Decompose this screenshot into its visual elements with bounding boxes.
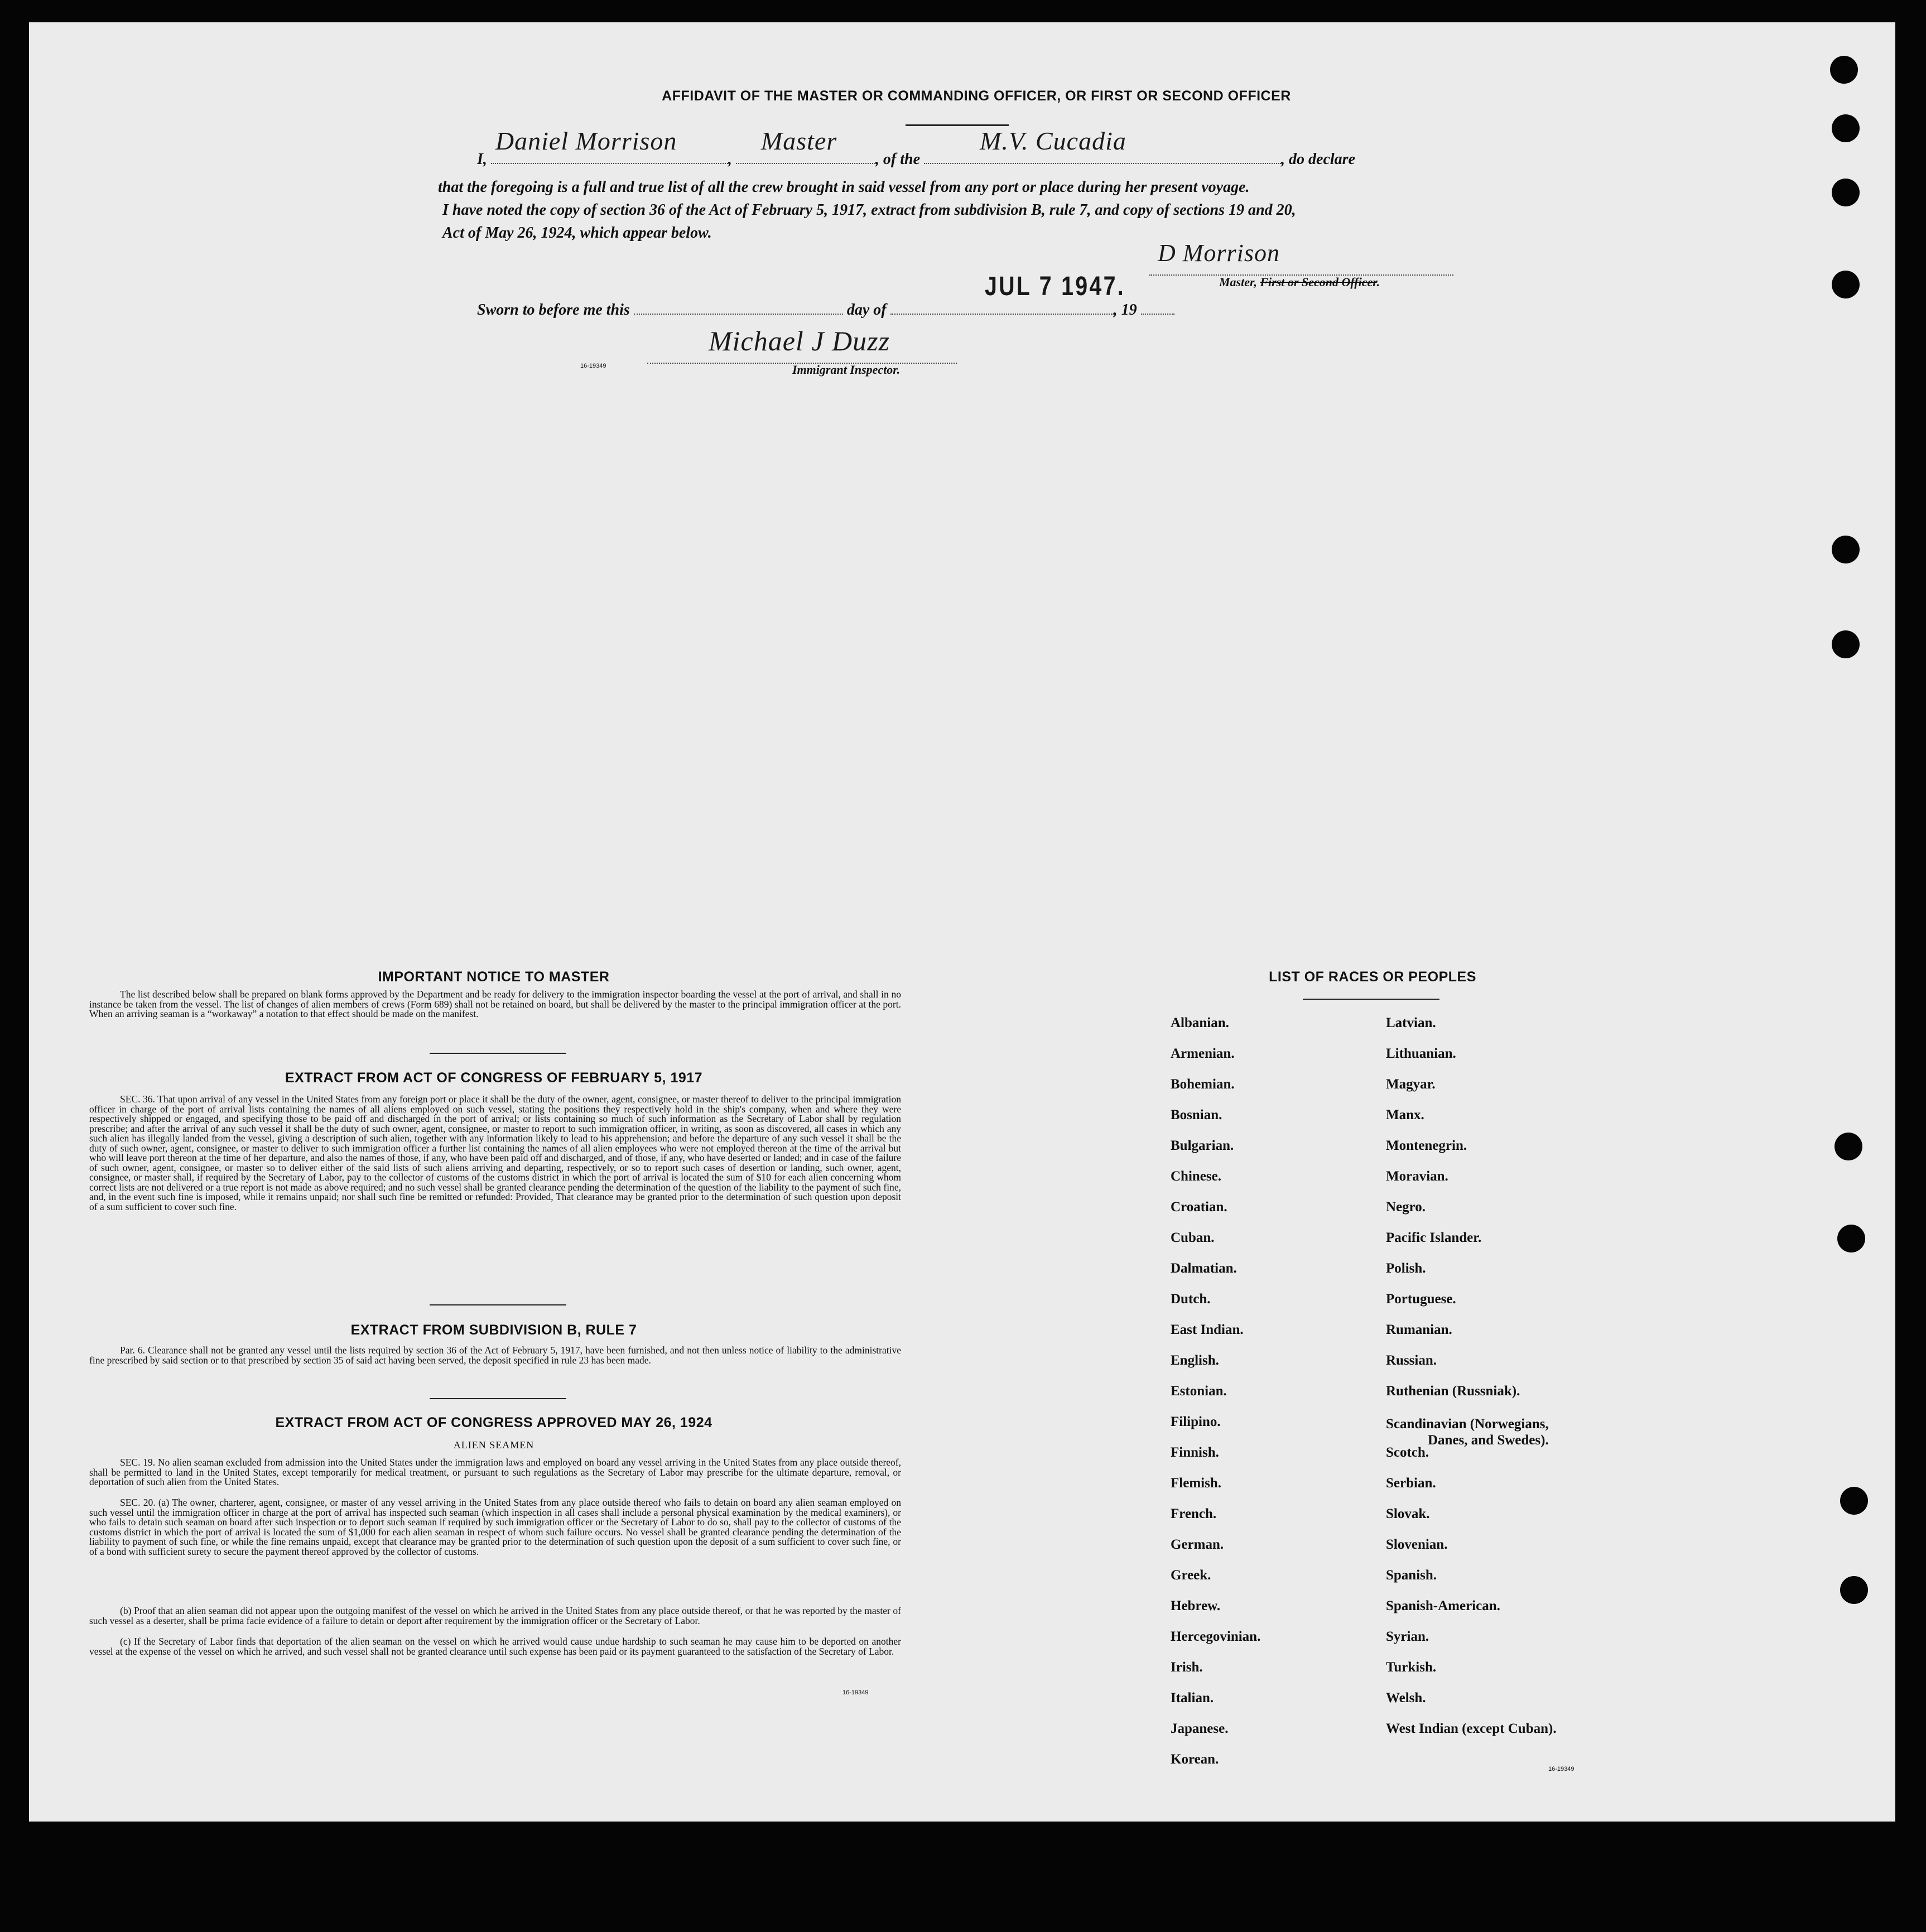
punch-hole	[1837, 1225, 1865, 1252]
race-item: Albanian.	[1171, 1015, 1229, 1030]
extract-1924-title: EXTRACT FROM ACT OF CONGRESS APPROVED MAY 26, 1924	[275, 1415, 712, 1430]
handwritten-rank: Master	[760, 127, 837, 155]
race-item: Bosnian.	[1171, 1107, 1222, 1122]
race-item: Flemish.	[1171, 1476, 1221, 1491]
sec20c-text: (c) If the Secretary of Labor finds that deportation of the alien seaman on the vessel on which he arrived would cause undue hardship to such seaman he may cause him to be deported on another vessel at the expense of the vessel on which he arrived, and such vessel shall not be granted clearance until such expense has been paid or its payment guaranteed to the satisfaction of the Secretary of Labor.	[89, 1636, 901, 1657]
race-item: French.	[1171, 1506, 1217, 1521]
affidavit-line-2: that the foregoing is a full and true list of all the crew brought in said vessel from any port or place during her present voyage.	[438, 179, 1250, 196]
race-item: German.	[1171, 1537, 1224, 1552]
divider	[1303, 999, 1439, 1000]
race-item: Manx.	[1386, 1107, 1424, 1122]
race-item: Serbian.	[1386, 1476, 1436, 1491]
affidavit-line-3: I have noted the copy of section 36 of the Act of February 5, 1917, extract from subdivision B, rule 7, and copy of sections 19 and 20,	[442, 201, 1296, 219]
race-item: Dutch.	[1171, 1292, 1211, 1307]
race-item: Spanish-American.	[1386, 1598, 1500, 1613]
punch-hole	[1834, 1133, 1862, 1160]
race-item: Dalmatian.	[1171, 1261, 1237, 1276]
vessel-field	[924, 127, 1281, 164]
sec20b-text: (b) Proof that an alien seaman did not appear upon the outgoing manifest of the vessel on which he arrived in the United States from any place outside thereof, or that he was reported by the master of such vessel as a deserter, shall be prima facie evidence of a failure to detain or deport after requirement by the immigration officer or the Secretary of Labor.	[89, 1605, 901, 1626]
race-item: Estonian.	[1171, 1384, 1227, 1399]
race-item: Hebrew.	[1171, 1598, 1221, 1613]
race-item: Lithuanian.	[1386, 1046, 1456, 1061]
race-item: English.	[1171, 1353, 1219, 1368]
notice-title: IMPORTANT NOTICE TO MASTER	[378, 969, 610, 985]
form-number-top: 16-19349	[580, 363, 606, 369]
race-item: Korean.	[1171, 1752, 1219, 1767]
race-item: Danes, and Swedes).	[1428, 1433, 1549, 1448]
divider	[430, 1053, 566, 1054]
name-field	[491, 127, 728, 164]
punch-hole	[1832, 271, 1860, 298]
declare-label: do declare	[1289, 151, 1355, 168]
sworn-prefix: Sworn to before me this	[477, 301, 630, 319]
inspector-signature: Michael J Duzz	[709, 325, 890, 356]
sec20a-text: SEC. 20. (a) The owner, charterer, agent, consignee, or master of any vessel arriving in the United States from any place outside thereof who fails to detain on board any alien seaman employed on such vessel until the immigration officer in charge at the port of arrival has inspected such seaman (which inspection in all cases shall include a personal physical examination by the medical examiners), or who fails to detain such seaman on board after such inspection or to deport such seaman if required by such immigration officer or the Secretary of Labor to do so, shall pay to the collector of customs of the customs district in which the port of arrival is located the sum of $1,000 for each alien seaman in respect of whom such failure occurs. No vessel shall be granted clearance pending the determination of the liability to payment of such fine, or while the fine remains unpaid, except that clearance may be granted prior to the determination of such question upon the deposit of a sum sufficient to cover such fine, or of a bond with sufficient surety to secure the payment thereof approved by the collector of customs.	[89, 1497, 901, 1557]
sworn-day-of: day of	[846, 301, 887, 319]
races-title: LIST OF RACES OR PEOPLES	[1269, 969, 1476, 985]
affidavit-prefix: I,	[477, 151, 487, 168]
handwritten-vessel: M.V. Cucadia	[980, 127, 1126, 155]
race-item: Montenegrin.	[1386, 1138, 1467, 1153]
race-item: Bohemian.	[1171, 1077, 1235, 1092]
punch-hole	[1830, 56, 1858, 84]
race-item: Croatian.	[1171, 1199, 1227, 1215]
race-item: Slovak.	[1386, 1506, 1430, 1521]
race-item: Negro.	[1386, 1199, 1426, 1215]
race-item: West Indian (except Cuban).	[1386, 1721, 1557, 1736]
race-item: Portuguese.	[1386, 1292, 1456, 1307]
race-item: Cuban.	[1171, 1230, 1215, 1245]
punch-hole	[1840, 1576, 1868, 1604]
punch-hole	[1832, 114, 1860, 142]
divider	[430, 1398, 566, 1399]
race-item: Syrian.	[1386, 1629, 1429, 1644]
race-item: Magyar.	[1386, 1077, 1436, 1092]
race-item: Turkish.	[1386, 1660, 1437, 1675]
extract-1917-text: SEC. 36. That upon arrival of any vessel in the United States from any foreign port or place it shall be the duty of the owner, agent, consignee, or master thereof to deliver to the principal immigration officer in charge of the port of arrival lists containing the names of all aliens employed on such vessel, stating the positions they respectively hold in the ship's company, when and where they were respectively shipped or engaged, and specifying those to be paid off and discharged in the port of arrival; or lists containing so much of such information as the Secretary of Labor shall by regulation prescribe; and after the arrival of any such vessel it shall be the duty of such owner, agent, consignee, or master to report to such immigration officer, in writing, as soon as discovered, all cases in which any such alien has illegally landed from the vessel, giving a description of such alien, together with any information likely to lead to his apprehension; and before the departure of any such vessel it shall be the duty of such owner, agent, consignee, or master to deliver to such immigration officer a further list containing the names of all alien employees who were not employed thereon at the time of the arrival but who will leave port thereon at the time of her departure, and also the names of those, if any, who have been paid off and discharged, and of those, if any, who have deserted or landed; and in case of the failure of such owner, agent, consignee, or master so to deliver either of the said lists of such aliens arriving and departing, respectively, or so to report such cases of desertion or landing, such owner, agent, consignee, or master shall, if required by the Secretary of Labor, pay to the collector of customs of the customs district in which the port of arrival is located the sum of $10 for each alien concerning whom correct lists are not delivered or a true report is not made as above required; and no such vessel shall be granted clearance pending the determination of the question of the liability to the payment of such fine, and, in the event such fine is imposed, while it remains unpaid; nor shall such fine be remitted or refunded: Provided, That clearance may be granted prior to the determination of such question upon deposit of a sum sufficient to cover such fine.	[89, 1093, 901, 1212]
form-number-right: 16-19349	[1548, 1766, 1574, 1772]
extract-1917-title: EXTRACT FROM ACT OF CONGRESS OF FEBRUARY 5, 1917	[285, 1070, 703, 1086]
race-item: Polish.	[1386, 1261, 1426, 1276]
race-item: Slovenian.	[1386, 1537, 1448, 1552]
race-item: Scotch.	[1386, 1445, 1429, 1460]
race-item: Greek.	[1171, 1568, 1211, 1583]
sworn-month-field	[890, 299, 1114, 315]
form-number-left: 16-19349	[842, 1689, 869, 1696]
date-stamp: JUL 7 1947.	[985, 272, 1125, 301]
race-item: Filipino.	[1171, 1414, 1221, 1429]
race-item: Ruthenian (Russniak).	[1386, 1384, 1520, 1399]
race-item: Irish.	[1171, 1660, 1203, 1675]
punch-hole	[1832, 536, 1860, 563]
affidavit-line-4: Act of May 26, 1924, which appear below.	[442, 224, 712, 242]
sworn-line	[477, 298, 1174, 321]
rule7-text: Par. 6. Clearance shall not be granted any vessel until the lists required by section 36 of the Act of February 5, 1917, have been furnished, and not then unless notice of liability to the administrative fine prescribed by said section or to that prescribed by section 35 of said act having been served, the deposit specified in rule 23 has been made.	[89, 1345, 901, 1366]
of-the-label: of the	[883, 151, 921, 168]
sworn-year: , 19	[1113, 301, 1137, 319]
affidavit-title: AFFIDAVIT OF THE MASTER OR COMMANDING OFFICER, OR FIRST OR SECOND OFFICER	[662, 88, 1291, 104]
punch-hole	[1832, 179, 1860, 206]
race-item: Armenian.	[1171, 1046, 1235, 1061]
handwritten-name: Daniel Morrison	[495, 127, 677, 155]
race-item: Latvian.	[1386, 1015, 1436, 1030]
race-item: Hercegovinian.	[1171, 1629, 1261, 1644]
race-item: Russian.	[1386, 1353, 1437, 1368]
struck-officer-label: First or Second Officer	[1260, 275, 1377, 289]
race-item: Scandinavian (Norwegians,	[1386, 1417, 1549, 1432]
alien-seamen-subtitle: ALIEN SEAMEN	[453, 1439, 535, 1451]
master-label: Master, First or Second Officer.	[1219, 275, 1380, 289]
race-item: Rumanian.	[1386, 1322, 1452, 1337]
race-item: Pacific Islander.	[1386, 1230, 1482, 1245]
divider	[430, 1304, 566, 1305]
affidavit-line-1: I, Daniel Morrison , Master , of the M.V. Cucadia , do declare	[477, 127, 1355, 168]
race-item: Italian.	[1171, 1690, 1214, 1705]
rule7-title: EXTRACT FROM SUBDIVISION B, RULE 7	[350, 1322, 637, 1338]
rank-field	[736, 127, 875, 164]
race-item: Chinese.	[1171, 1169, 1221, 1184]
master-label-text: Master,	[1219, 275, 1260, 289]
punch-hole	[1832, 630, 1860, 658]
race-item: Moravian.	[1386, 1169, 1448, 1184]
race-item: East Indian.	[1171, 1322, 1244, 1337]
race-item: Spanish.	[1386, 1568, 1437, 1583]
race-item: Welsh.	[1386, 1690, 1426, 1705]
master-signature: D Morrison	[1158, 239, 1280, 267]
notice-text: The list described below shall be prepared on blank forms approved by the Department and be ready for delivery to the immigration inspector boarding the vessel at the port of arrival, and shall in no instance be taken from the vessel. The list of changes of alien members of crews (Form 689) shall not be retained on board, but shall be delivered by the master to the principal immigration officer at the port. When an arriving seaman is a “workaway” a notation to that effect should be made on the manifest.	[89, 989, 901, 1019]
divider	[906, 124, 1009, 126]
race-item: Japanese.	[1171, 1721, 1229, 1736]
race-item: Finnish.	[1171, 1445, 1219, 1460]
sec19-text: SEC. 19. No alien seaman excluded from admission into the United States under the immigration laws and employed on board any vessel arriving in the United States from any place outside thereof, shall be permitted to land in the United States, except temporarily for medical treatment, or pursuant to such regulations as the Secretary of Labor may prescribe for the ultimate departure, removal, or deportation of such alien from the United States.	[89, 1457, 901, 1487]
race-item: Bulgarian.	[1171, 1138, 1234, 1153]
sworn-year-field	[1141, 299, 1174, 315]
inspector-label: Immigrant Inspector.	[792, 363, 901, 377]
sworn-day-field	[634, 299, 843, 315]
punch-hole	[1840, 1487, 1868, 1515]
